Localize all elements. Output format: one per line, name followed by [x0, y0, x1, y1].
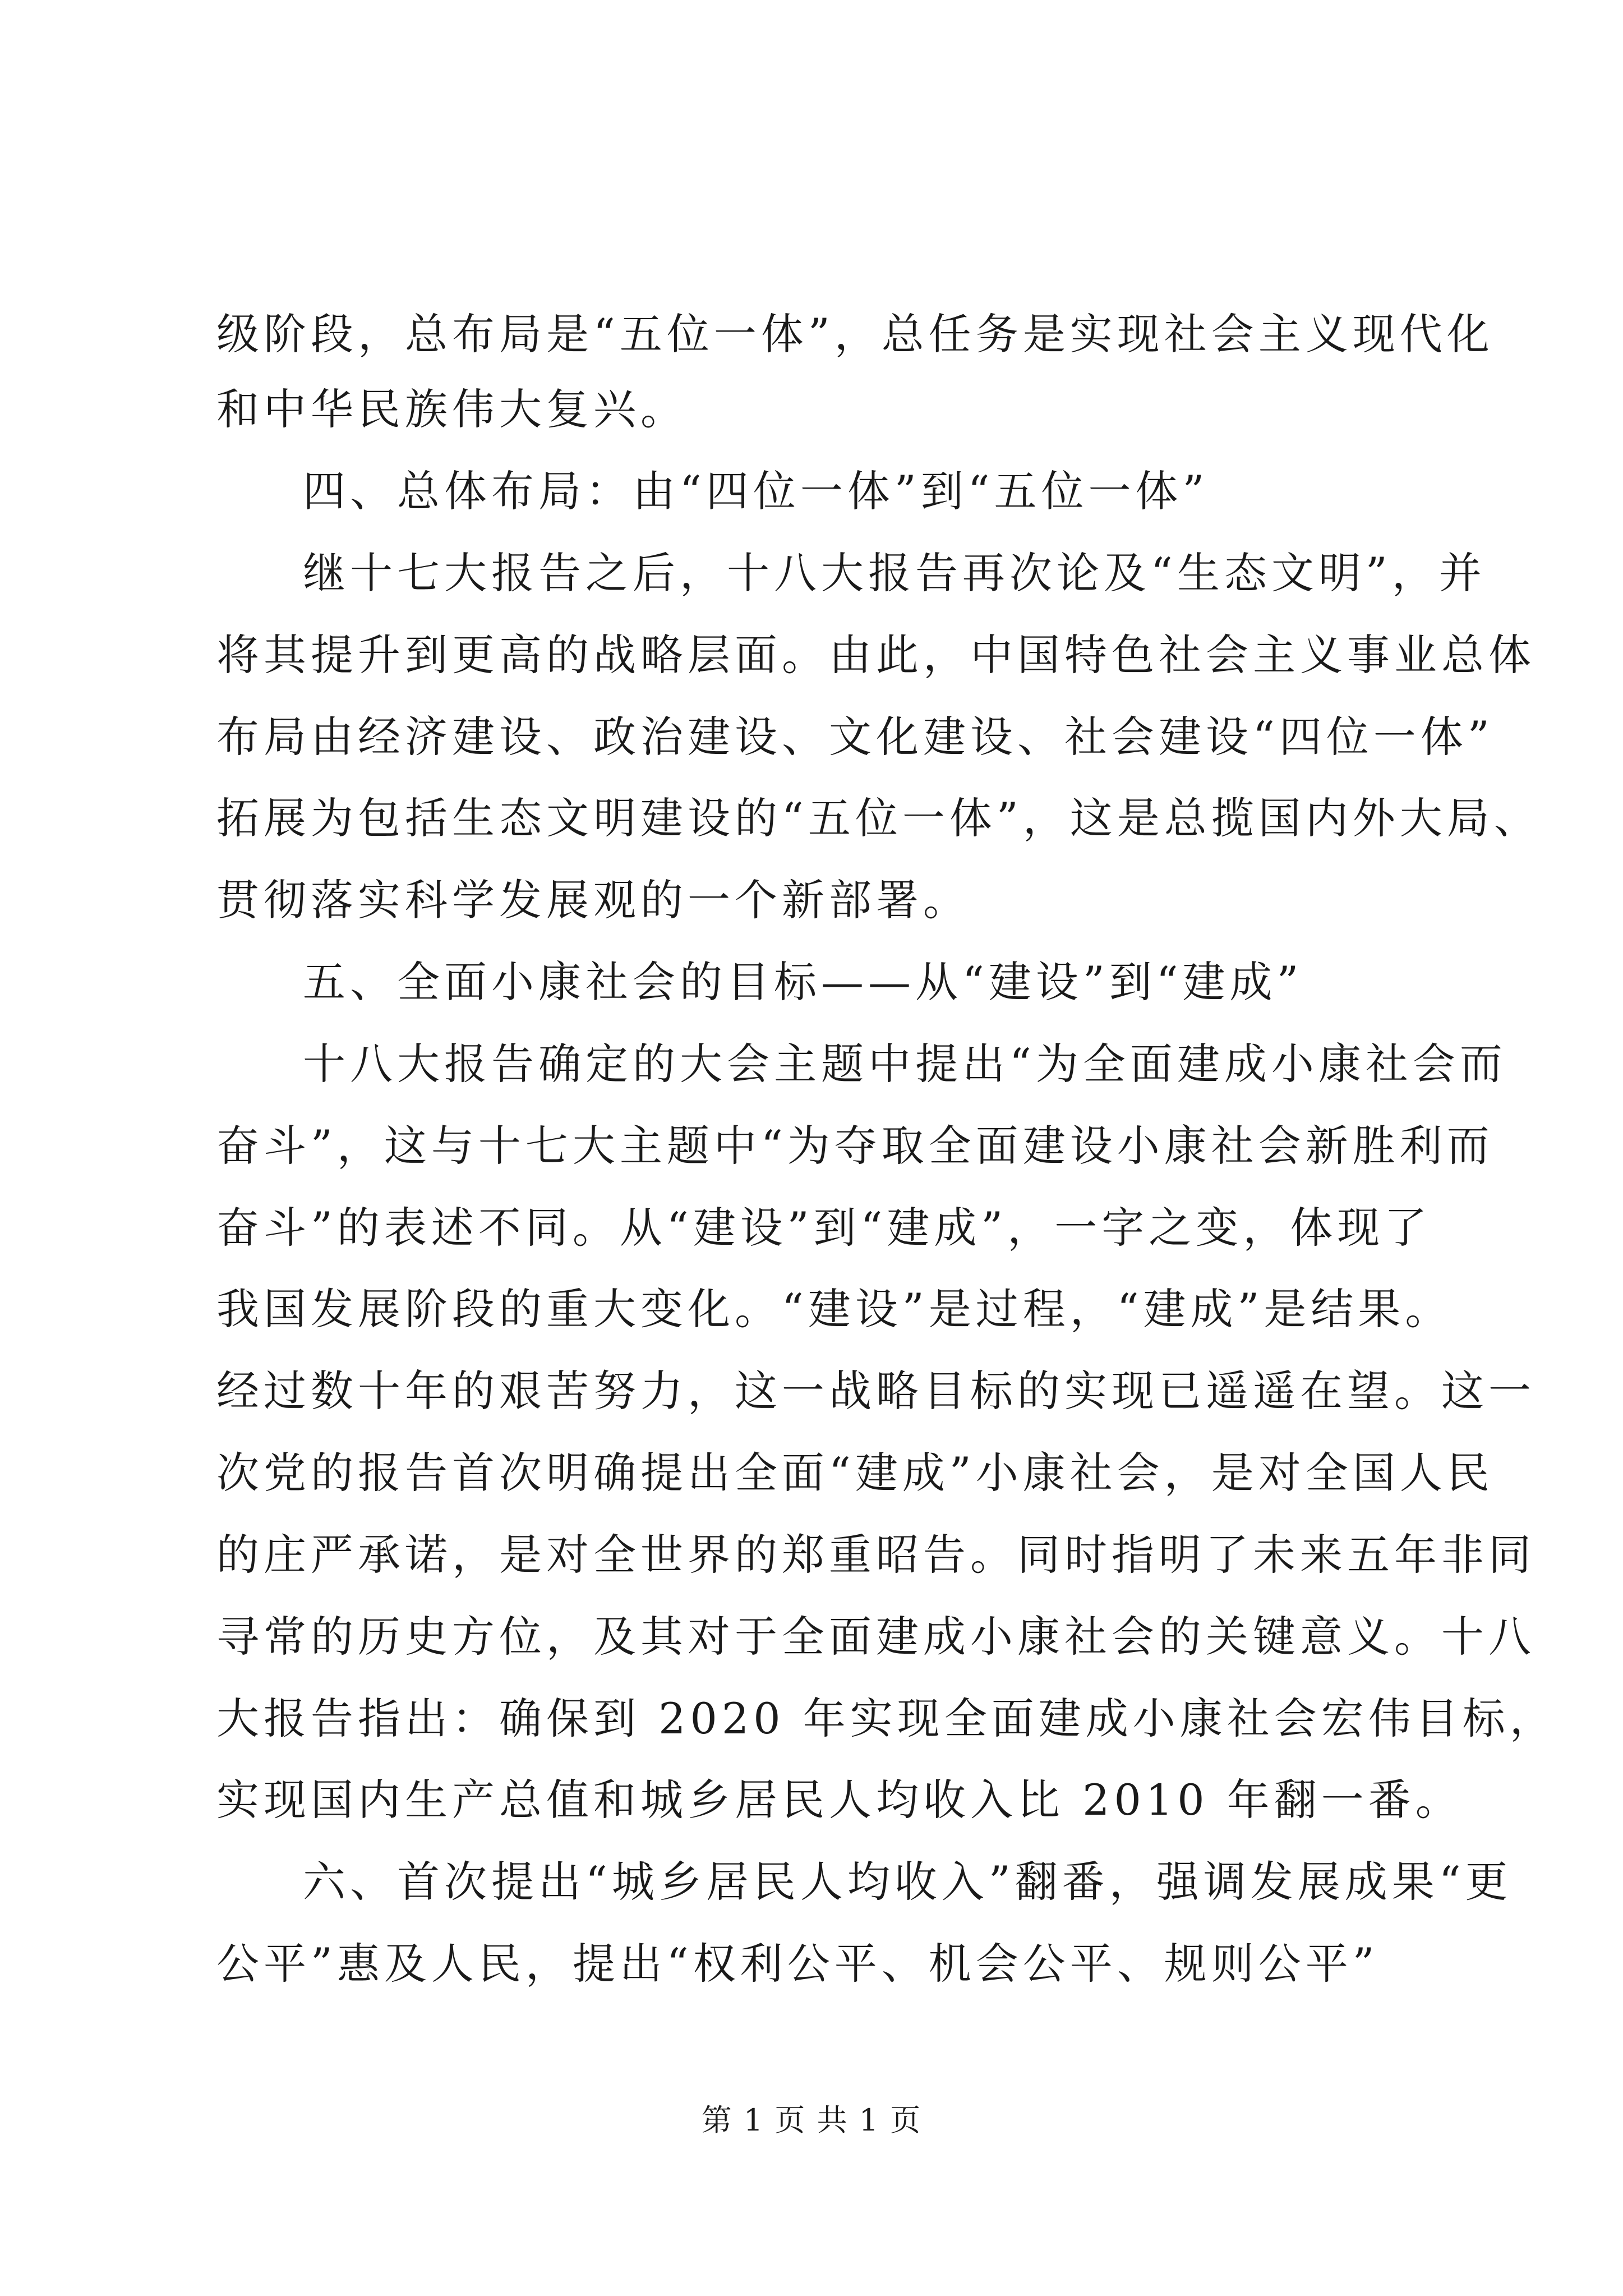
section-heading: 四、总体布局：由“四位一体”到“五位一体” — [303, 466, 1209, 516]
text-line: 公平”惠及人民，提出“权利公平、机会公平、规则公平” — [216, 1939, 1379, 1989]
text-line: 级阶段，总布局是“五位一体”，总任务是实现社会主义现代化 — [216, 309, 1494, 359]
text-line: 贯彻落实科学发展观的一个新部署。 — [216, 875, 970, 925]
text-line: 奋斗”，这与十七大主题中“为夺取全面建设小康社会新胜利而 — [216, 1121, 1494, 1171]
section-heading: 六、首次提出“城乡居民人均收入”翻番，强调发展成果“更 — [303, 1857, 1513, 1907]
text-line: 我国发展阶段的重大变化。“建设”是过程，“建成”是结果。 — [216, 1284, 1453, 1334]
section-heading: 五、全面小康社会的目标——从“建设”到“建成” — [303, 957, 1303, 1007]
text-line: 大报告指出：确保到 2020 年实现全面建成小康社会宏伟目标， — [216, 1694, 1557, 1743]
text-line: 将其提升到更高的战略层面。由此，中国特色社会主义事业总体 — [216, 630, 1536, 680]
text-line: 次党的报告首次明确提出全面“建成”小康社会，是对全国人民 — [216, 1448, 1494, 1498]
text-line: 奋斗”的表述不同。从“建设”到“建成”，一字之变，体现了 — [216, 1203, 1432, 1253]
text-line: 布局由经济建设、政治建设、文化建设、社会建设“四位一体” — [216, 712, 1494, 762]
text-line: 实现国内生产总值和城乡居民人均收入比 2010 年翻一番。 — [216, 1775, 1463, 1825]
text-line: 拓展为包括生态文明建设的“五位一体”，这是总揽国内外大局、 — [216, 793, 1541, 843]
text-line: 寻常的历史方位，及其对于全面建成小康社会的关键意义。十八 — [216, 1612, 1536, 1662]
text-line: 和中华民族伟大复兴。 — [216, 384, 688, 434]
text-line: 继十七大报告之后，十八大报告再次论及“生态文明”，并 — [303, 548, 1486, 598]
page-footer: 第 1 页 共 1 页 — [701, 2102, 922, 2138]
text-line: 经过数十年的艰苦努力，这一战略目标的实现已遥遥在望。这一 — [216, 1366, 1536, 1416]
text-line: 十八大报告确定的大会主题中提出“为全面建成小康社会而 — [303, 1039, 1507, 1089]
text-line: 的庄严承诺，是对全世界的郑重昭告。同时指明了未来五年非同 — [216, 1530, 1536, 1580]
